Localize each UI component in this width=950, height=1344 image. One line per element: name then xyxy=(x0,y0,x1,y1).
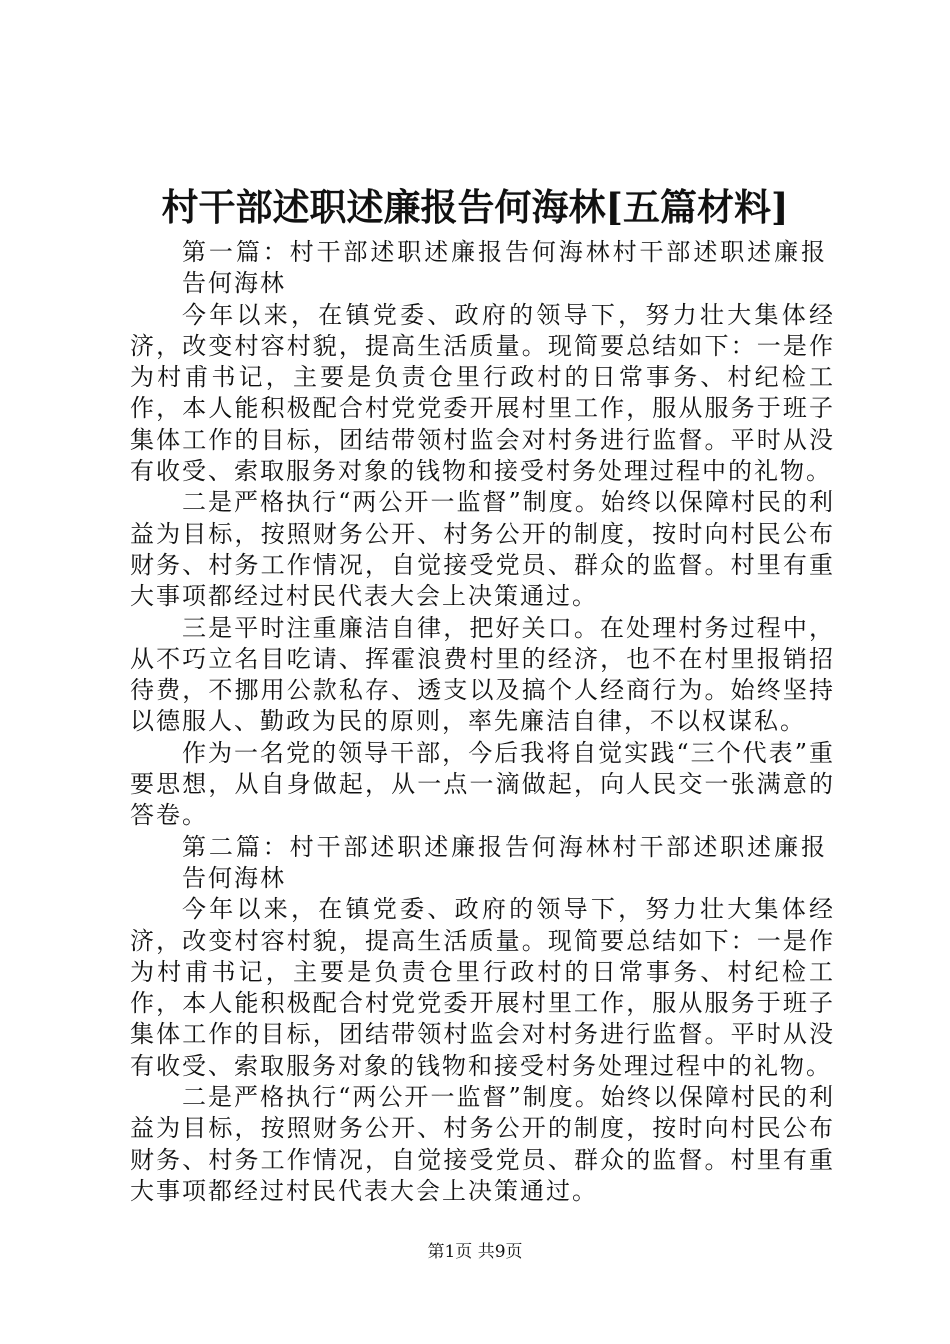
body-paragraph: 今年以来，在镇党委、政府的领导下，努力壮大集体经济，改变村容村貌，提高生活质量。现简要总结如下：一是作为村甫书记，主要是负责仓里行政村的日常事务、村纪检工作，本人能积极配合村党党委开展村里工作，服从服务于班子集体工作的目标，团结带领村监会对村务进行监督。平时从没有收受、索取服务对象的钱物和接受村务处理过程中的礼物。 xyxy=(130,895,835,1080)
body-paragraph: 二是严格执行“两公开一监督”制度。始终以保障村民的利益为目标，按照财务公开、村务公开的制度，按时向村民公布财务、村务工作情况，自觉接受党员、群众的监督。村里有重大事项都经过村民代表大会上决策通过。 xyxy=(130,488,835,611)
body-paragraph: 作为一名党的领导干部，今后我将自觉实践“三个代表”重要思想，从自身做起，从一点一滴做起，向人民交一张满意的答卷。 xyxy=(130,738,835,830)
document-body xyxy=(130,237,835,1207)
document-title: 村干部述职述廉报告何海林[五篇材料] xyxy=(161,185,789,229)
page-number-footer: 第1页 共9页 xyxy=(427,1242,523,1262)
section-heading-1: 第一篇：村干部述职述廉报告何海林村干部述职述廉报告何海林 xyxy=(182,238,827,298)
body-paragraph: 今年以来，在镇党委、政府的领导下，努力壮大集体经济，改变村容村貌，提高生活质量。现简要总结如下：一是作为村甫书记，主要是负责仓里行政村的日常事务、村纪检工作，本人能积极配合村党党委开展村里工作，服从服务于班子集体工作的目标，团结带领村监会对村务进行监督。平时从没有收受、索取服务对象的钱物和接受村务处理过程中的礼物。 xyxy=(130,300,835,486)
body-paragraph: 三是平时注重廉洁自律，把好关口。在处理村务过程中，从不巧立名目吃请、挥霍浪费村里的经济，也不在村里报销招待费，不挪用公款私存、透支以及搞个人经商行为。始终坚持以德服人、勤政为民的原则，率先廉洁自律，不以权谋私。 xyxy=(130,613,835,736)
body-paragraph: 二是严格执行“两公开一监督”制度。始终以保障村民的利益为目标，按照财务公开、村务公开的制度，按时向村民公布财务、村务工作情况，自觉接受党员、群众的监督。村里有重大事项都经过村民代表大会上决策通过。 xyxy=(130,1083,835,1205)
section-heading-2: 第二篇：村干部述职述廉报告何海林村干部述职述廉报告何海林 xyxy=(182,832,827,892)
